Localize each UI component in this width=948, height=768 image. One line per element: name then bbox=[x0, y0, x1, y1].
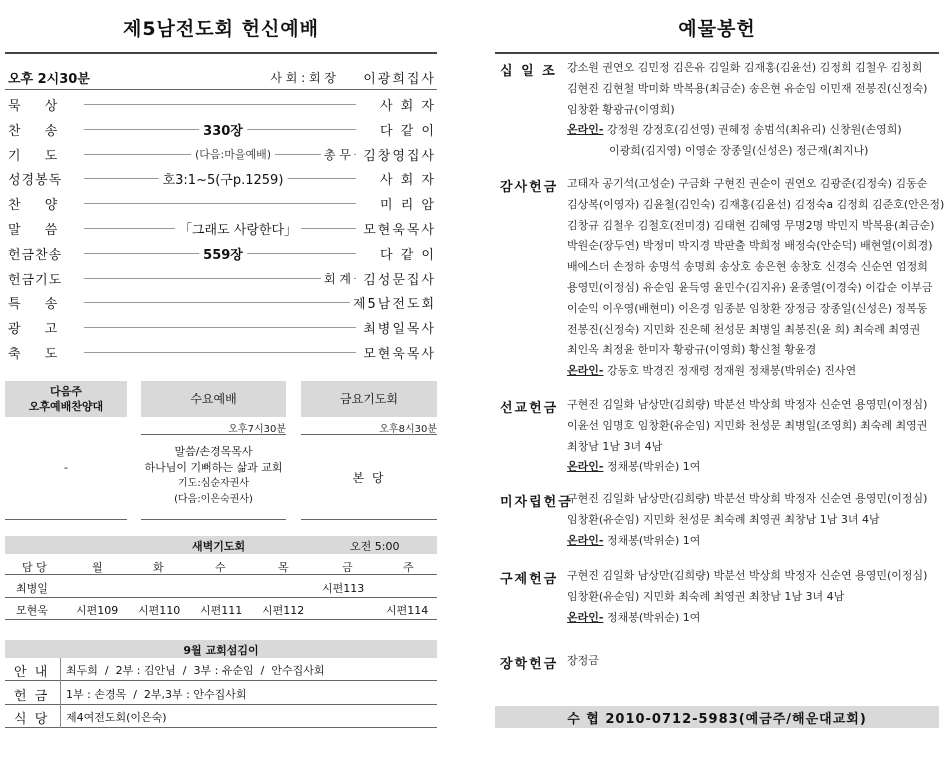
offering-line: 임창환(유순임) 지민화 최숙례 최영권 최창남 1남 3녀 4남 bbox=[567, 589, 845, 603]
service-title: 제5남전도회 헌신예배 bbox=[122, 18, 320, 40]
order-item bbox=[8, 268, 436, 288]
order-person: 다 같 이 bbox=[377, 120, 436, 139]
friday-header: 금요기도회 bbox=[301, 381, 437, 417]
dawn-reading: 시편112 bbox=[262, 604, 305, 617]
servant-value: 최두희 / 2부 : 김안님 / 3부 : 유순임 / 안수집사회 bbox=[66, 664, 325, 677]
offering-line: 전봉진(신정숙) 지민화 진은혜 천성문 최병일 최봉진(윤 희) 최숙례 최영권 bbox=[567, 322, 921, 336]
offering-line: 배에스더 손정하 송명석 송명희 송상호 송은현 송창호 신경숙 신순연 엄정희 bbox=[567, 260, 928, 274]
order-detail: (다음:마을예배) bbox=[191, 146, 275, 162]
dawn-header-cell: 금 bbox=[342, 561, 353, 574]
online-label: 온라인- bbox=[567, 364, 604, 378]
offering-label: 선교헌금 bbox=[500, 401, 559, 416]
order-detail: 330장 bbox=[199, 120, 247, 139]
time-divider bbox=[5, 89, 437, 90]
online-line bbox=[567, 361, 939, 382]
leader-line bbox=[84, 352, 356, 353]
offering-line: 구현진 김일화 남상만(김희량) 박분선 박상희 박정자 신순연 용영민(이정심) bbox=[567, 492, 928, 505]
servant-value: 제4여전도회(이은숙) bbox=[66, 711, 167, 724]
offering-names bbox=[567, 58, 939, 162]
offering-line: 장정금 bbox=[567, 654, 599, 667]
online-line bbox=[567, 120, 939, 141]
wednesday-line: (다음:이은숙권사) bbox=[174, 494, 253, 505]
service-time-row bbox=[8, 67, 436, 87]
offering-line: 강소원 권연오 김민정 김은유 김일화 김재홍(김윤선) 김정희 김철우 김칭희 bbox=[567, 61, 923, 74]
offering-line: 임창환 황광규(이영희) bbox=[567, 102, 675, 116]
dawn-header-cell: 수 bbox=[215, 561, 226, 574]
online-line bbox=[567, 457, 939, 478]
wednesday-header: 수요예배 bbox=[141, 381, 286, 417]
dawn-leader: 최병일 bbox=[16, 582, 48, 595]
time-underline-2 bbox=[301, 434, 437, 435]
order-item bbox=[8, 168, 436, 188]
dawn-row-line bbox=[5, 597, 437, 598]
order-person: 사 회 자 bbox=[377, 169, 436, 188]
online-line bbox=[567, 141, 939, 162]
online-label: 온라인- bbox=[567, 123, 604, 137]
servant-row-line bbox=[5, 727, 437, 728]
online-names: 강동호 박경진 정재령 정재원 정채봉(박위순) 진사연 bbox=[606, 364, 857, 378]
time-underline-1 bbox=[141, 434, 286, 435]
offering-label: 십 일 조 bbox=[500, 64, 557, 79]
offering-line: 고태자 공기석(고성순) 구금화 구현진 권순이 권연오 김광준(김정숙) 김동순 bbox=[567, 177, 928, 190]
online-names: 이광희(김지영) 이영순 장종일(신성은) 정근재(최지나) bbox=[609, 144, 869, 158]
servant-row-line bbox=[5, 704, 437, 705]
dawn-reading: 시편114 bbox=[386, 604, 429, 617]
offering-line: 용영민(이정심) 유순임 윤득영 윤민수(김지유) 윤종열(이경숙) 이갑순 이부금 bbox=[567, 280, 933, 294]
offering-line: 박원순(장두연) 박정미 박지경 박판출 박희정 배정숙(안순덕) 배현열(이희경) bbox=[567, 239, 933, 253]
offering-line: 구현진 김일화 남상만(김희량) 박분선 박상희 박정자 신순연 용영민(이정심) bbox=[567, 398, 928, 411]
dawn-leader: 모현욱 bbox=[16, 604, 48, 617]
dawn-reading: 시편113 bbox=[322, 582, 365, 595]
online-line bbox=[567, 531, 939, 552]
online-names: 강정원 강정호(김선영) 권혜정 송범석(최유리) 신창원(손영희) bbox=[606, 123, 902, 137]
online-line bbox=[567, 608, 939, 629]
servant-label: 헌 금 bbox=[14, 689, 50, 704]
order-item bbox=[8, 218, 436, 238]
order-detail: 호3:1~5(구p.1259) bbox=[159, 169, 288, 188]
wednesday-line: 말씀/손경목목사 bbox=[174, 445, 253, 458]
offering-label: 구제헌금 bbox=[500, 572, 559, 587]
order-role: 회 계 bbox=[321, 270, 354, 287]
online-label: 온라인- bbox=[567, 533, 604, 547]
servant-row-line bbox=[5, 680, 437, 681]
offering-line: 이윤선 임명호 임창환(유순임) 지민화 천성문 최병일(조영희) 최숙례 최영권 bbox=[567, 418, 928, 432]
order-label: 찬 양 bbox=[8, 197, 68, 213]
next-choir-value: - bbox=[64, 461, 68, 474]
order-label: 기 도 bbox=[8, 148, 68, 164]
order-item bbox=[8, 342, 436, 362]
dawn-header-cell: 담 당 bbox=[22, 561, 47, 574]
offering-names bbox=[567, 489, 939, 551]
online-names: 정채봉(박위순) 1여 bbox=[606, 460, 701, 474]
offering-line: 최인옥 최정윤 한미자 황광규(이영희) 황신철 황윤경 bbox=[567, 343, 817, 357]
leader-line bbox=[84, 203, 356, 204]
friday-time: 오후8시30분 bbox=[379, 424, 437, 435]
dawn-reading: 시편109 bbox=[76, 604, 119, 617]
offering-names bbox=[567, 566, 939, 628]
wednesday-time: 오후7시30분 bbox=[228, 424, 286, 435]
next-week-bottom-2 bbox=[141, 519, 286, 520]
order-person: 김창영집사 bbox=[360, 145, 436, 164]
offering-title-divider bbox=[495, 52, 939, 54]
order-detail: 「그래도 사랑한다」 bbox=[175, 219, 301, 238]
dawn-row-line bbox=[5, 619, 437, 620]
dawn-reading: 시편111 bbox=[200, 604, 243, 617]
servant-label: 안 내 bbox=[14, 665, 50, 680]
friday-location: 본 당 bbox=[352, 471, 386, 485]
offering-names bbox=[567, 174, 945, 382]
order-item bbox=[8, 144, 436, 164]
order-person: 미 리 암 bbox=[377, 194, 436, 213]
order-label: 특 송 bbox=[8, 296, 68, 312]
next-choir-header: 다음주 오후예배찬양대 bbox=[5, 381, 127, 417]
offering-line: 임창환(유순임) 지민화 천성문 최숙례 최영권 최창남 1남 3녀 4남 bbox=[567, 512, 880, 526]
presider-role: 사 회 : 회 장 bbox=[270, 70, 336, 85]
offering-line: 구현진 김일화 남상만(김희량) 박분선 박상희 박정자 신순연 용영민(이정심) bbox=[567, 569, 928, 582]
order-label: 광 고 bbox=[8, 321, 68, 337]
leader-line bbox=[84, 104, 356, 105]
dawn-header-cell: 목 bbox=[278, 561, 289, 574]
order-item bbox=[8, 119, 436, 139]
offering-names bbox=[567, 395, 939, 478]
leader-line bbox=[84, 327, 356, 328]
wednesday-line: 기도:심순자권사 bbox=[178, 478, 249, 489]
offering-label: 감사헌금 bbox=[500, 180, 559, 195]
next-week-bottom-3 bbox=[301, 519, 437, 520]
dawn-time: 오전 5:00 bbox=[350, 540, 400, 553]
next-week-bottom-1 bbox=[5, 519, 127, 520]
offering-names bbox=[567, 651, 939, 672]
order-person: 제5남전도회 bbox=[350, 293, 436, 312]
dawn-title-bar bbox=[5, 536, 437, 554]
order-person: 최병일목사 bbox=[360, 318, 436, 337]
servant-col-divider bbox=[60, 658, 61, 728]
servant-label: 식 당 bbox=[14, 712, 50, 727]
order-person: 사 회 자 bbox=[377, 95, 436, 114]
leader-line bbox=[84, 278, 356, 279]
dawn-title: 새벽기도회 bbox=[192, 540, 246, 553]
online-label: 온라인- bbox=[567, 610, 604, 624]
order-person: 모현욱목사 bbox=[360, 219, 436, 238]
order-item bbox=[8, 317, 436, 337]
dawn-header-cell: 주 bbox=[403, 561, 414, 574]
bank-account: 수 협 2010-0712-5983(예금주/해운대교회) bbox=[495, 706, 939, 728]
order-item bbox=[8, 243, 436, 263]
offering-line: 김창규 김철우 김철호(전미경) 김태현 김혜영 무명2명 박민지 박복용(최금순) bbox=[567, 218, 935, 232]
order-label: 헌금찬송 bbox=[8, 247, 63, 263]
wednesday-details bbox=[141, 444, 286, 508]
presider-name: 이광희집사 bbox=[363, 71, 436, 87]
service-time: 오후 2시30분 bbox=[8, 71, 90, 87]
online-names: 정채봉(박위순) 1여 bbox=[606, 533, 701, 547]
online-label: 온라인- bbox=[567, 460, 604, 474]
dawn-header-cell: 월 bbox=[92, 561, 103, 574]
offering-label: 장학헌금 bbox=[500, 657, 559, 672]
offering-line: 이순익 이우영(배현미) 이은경 임종분 임창환 장정금 장종일(신성은) 정복동 bbox=[567, 301, 928, 315]
order-item bbox=[8, 94, 436, 114]
order-label: 찬 송 bbox=[8, 123, 68, 139]
online-names: 정채봉(박위순) 1여 bbox=[606, 610, 701, 624]
september-title: 9월 교회섬김이 bbox=[183, 644, 259, 657]
offering-label: 미자립헌금 bbox=[500, 495, 573, 510]
dawn-reading: 시편110 bbox=[138, 604, 181, 617]
order-person: 다 같 이 bbox=[377, 244, 436, 263]
offering-line: 김상복(이영자) 김윤철(김인숙) 김재홍(김윤선) 김정숙a 김정희 김준호(안은정) bbox=[567, 197, 945, 211]
order-detail: 559장 bbox=[199, 244, 247, 263]
offering-title: 예물봉헌 bbox=[678, 18, 756, 40]
order-label: 헌금기도 bbox=[8, 272, 63, 288]
order-item bbox=[8, 193, 436, 213]
dawn-header-cell: 화 bbox=[153, 561, 164, 574]
servant-value: 1부 : 손경목 / 2부,3부 : 안수집사회 bbox=[66, 688, 247, 701]
order-item bbox=[8, 292, 436, 312]
offering-line: 최창남 1남 3녀 4남 bbox=[567, 439, 663, 453]
order-person: 모현욱목사 bbox=[360, 343, 436, 362]
september-title-bar bbox=[5, 640, 437, 658]
leader-line bbox=[84, 302, 356, 303]
title-divider bbox=[5, 52, 437, 54]
order-person: 김성문집사 bbox=[360, 269, 436, 288]
offering-line: 김현진 김현철 박미화 박복용(최금순) 송은현 유순임 이민재 전봉진(신정숙) bbox=[567, 81, 928, 95]
wednesday-line: 하나님이 기뻐하는 삶과 교회 bbox=[144, 461, 283, 474]
order-label: 축 도 bbox=[8, 346, 68, 362]
order-role: 총 무 bbox=[321, 146, 354, 163]
order-label: 말 씀 bbox=[8, 222, 68, 238]
order-label: 묵 상 bbox=[8, 98, 68, 114]
order-label: 성경봉독 bbox=[8, 172, 63, 188]
